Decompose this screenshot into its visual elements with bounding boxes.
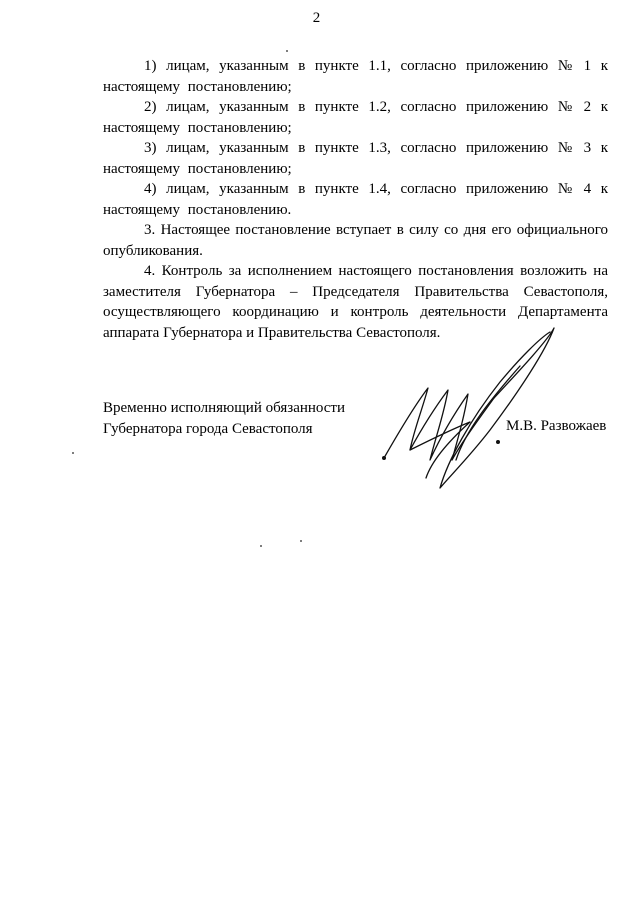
clause-3: 3. Настоящее постановление вступает в силу со дня его официального опубликования. bbox=[103, 222, 608, 259]
signatory-position-line2: Губернатора города Севастополя bbox=[103, 420, 313, 437]
list-item-2: 2) лицам, указанным в пункте 1.2, согласно приложению № 2 к настоящему постановлению; bbox=[103, 99, 608, 136]
scan-speck bbox=[286, 50, 288, 52]
scan-speck bbox=[72, 452, 74, 454]
list-item-4: 4) лицам, указанным в пункте 1.4, согласно приложению № 4 к настоящему постановлению. bbox=[103, 181, 608, 218]
list-item-3: 3) лицам, указанным в пункте 1.3, согласно приложению № 3 к настоящему постановлению; bbox=[103, 140, 608, 177]
page-number: 2 bbox=[312, 10, 321, 26]
scan-speck bbox=[260, 545, 262, 547]
document-body bbox=[103, 56, 608, 343]
signatory-position-line1: Временно исполняющий обязанности bbox=[103, 400, 346, 416]
signatory-name: М.В. Развожаев bbox=[506, 418, 607, 434]
list-item-1: 1) лицам, указанным в пункте 1.1, согласно приложению № 1 к настоящему постановлению; bbox=[103, 58, 608, 95]
signatory-position bbox=[103, 398, 345, 439]
scan-speck bbox=[300, 540, 302, 542]
clause-4: 4. Контроль за исполнением настоящего постановления возложить на заместителя Губернатора – Председателя Правительства Севастополя, осуществляющего координацию и контроль деятельности Департамента аппарата Губернатора и Правительства Севастополя. bbox=[103, 263, 608, 341]
handwritten-signature-icon bbox=[370, 310, 570, 510]
